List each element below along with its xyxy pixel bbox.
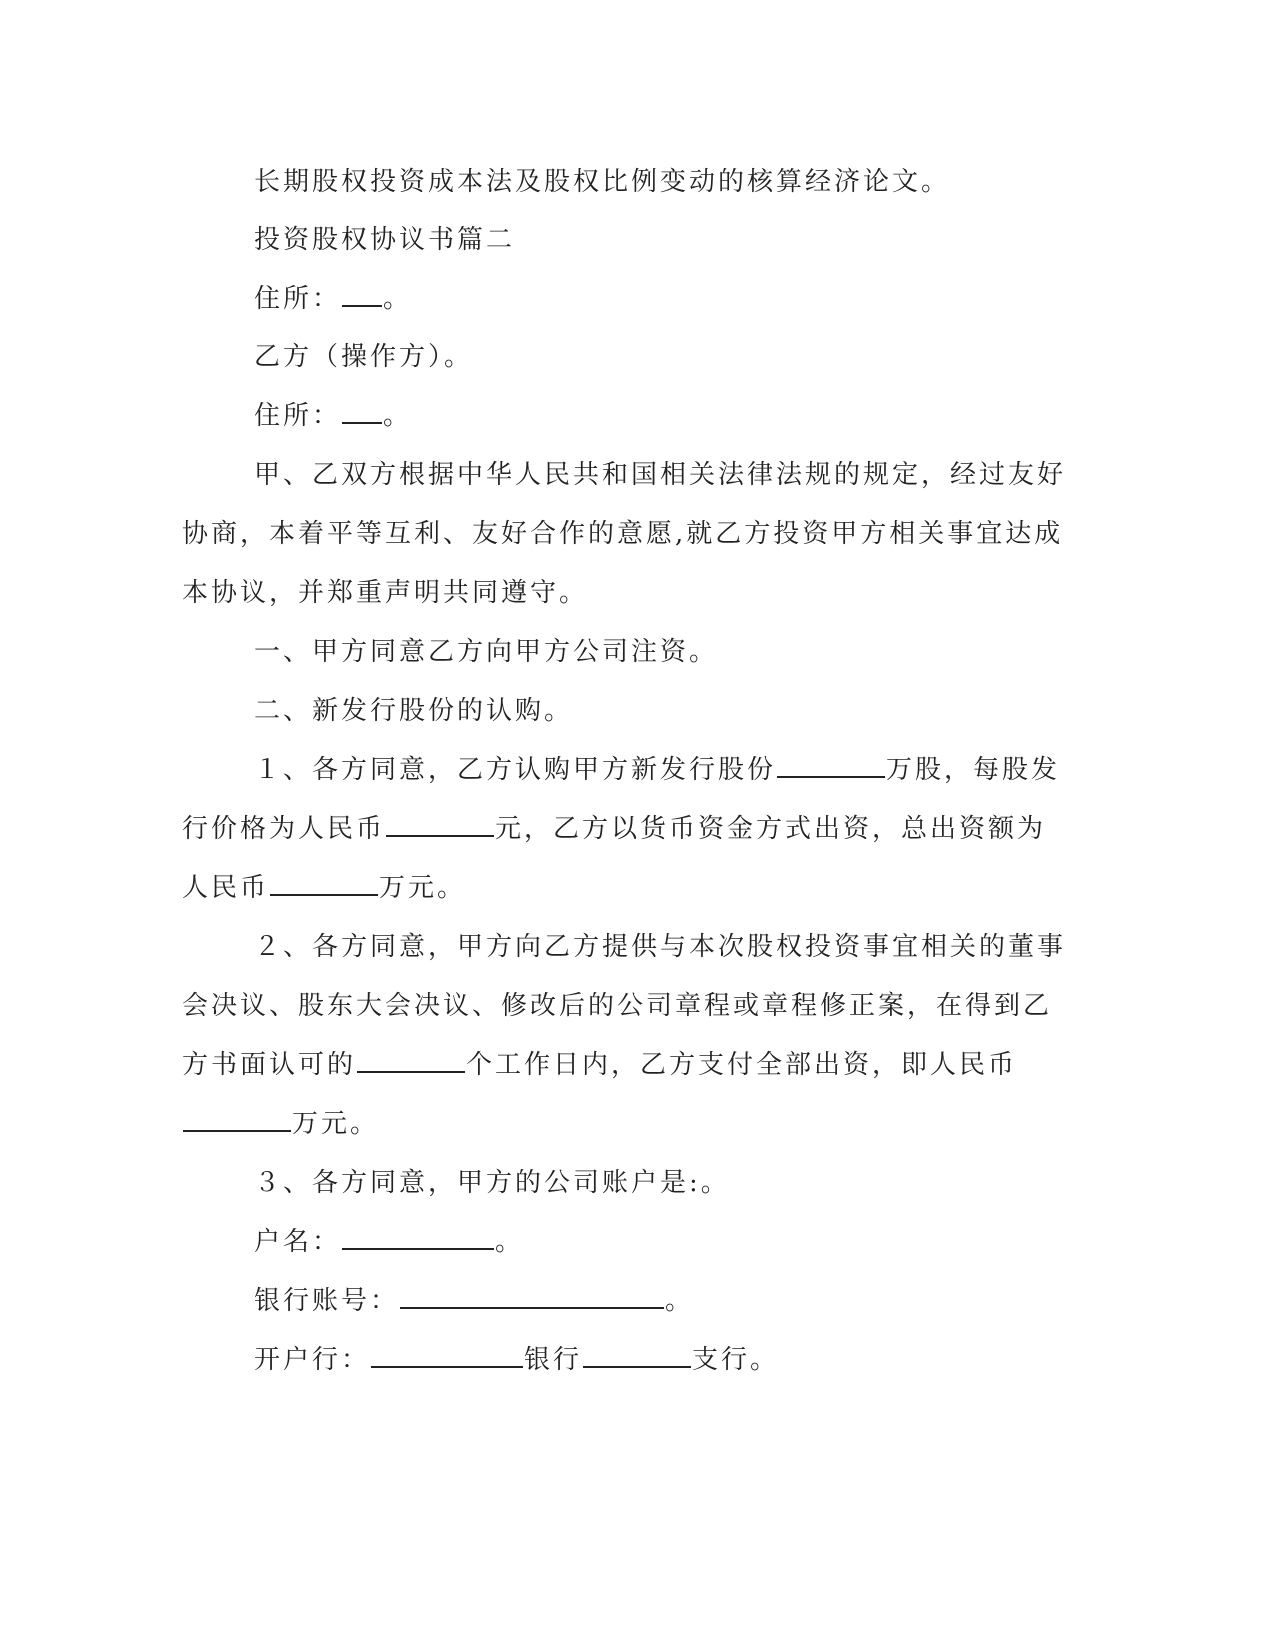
clause-line: [254, 636, 718, 668]
blank-underline: [183, 1108, 291, 1132]
text-span: 开户行：: [254, 1345, 371, 1375]
clause-line: [182, 1049, 1017, 1081]
blank-underline: [371, 1344, 523, 1368]
blank-underline: [400, 1285, 664, 1309]
text-span: ３、各方同意，甲方的公司账户是:。: [254, 1168, 730, 1198]
party-line: [254, 341, 473, 373]
text-span: 协商，本着平等互利、友好合作的意愿,就乙方投资甲方相关事宜达成: [182, 519, 1064, 549]
clause-line: [254, 754, 1060, 786]
text-span: 万元。: [379, 873, 467, 903]
text-span: 人民币: [182, 873, 270, 903]
clause-line: [254, 1167, 730, 1199]
text-span: １、各方同意，乙方认购甲方新发行股份: [254, 755, 777, 785]
clause-line: [254, 931, 1066, 963]
blank-underline: [342, 283, 382, 307]
paragraph-line: [254, 166, 950, 198]
text-span: 支行。: [692, 1345, 780, 1375]
text-span: 。: [495, 1227, 525, 1257]
address-line: [254, 283, 412, 315]
text-span: 。: [383, 401, 413, 431]
clause-line: [254, 695, 573, 727]
clause-line: [182, 990, 1052, 1022]
bank-branch-line: [254, 1344, 779, 1376]
text-span: 。: [665, 1286, 695, 1316]
blank-underline: [342, 400, 382, 424]
account-number-line: [254, 1285, 694, 1317]
text-span: 住所：: [254, 401, 342, 431]
text-span: 。: [383, 284, 413, 314]
text-span: 个工作日内，乙方支付全部出资，即人民币: [466, 1050, 1018, 1080]
text-span: 万股，每股发: [886, 755, 1061, 785]
text-span: 一、甲方同意乙方向甲方公司注资。: [254, 637, 719, 667]
text-span: 银行账号：: [254, 1286, 400, 1316]
text-span: ２、各方同意，甲方向乙方提供与本次股权投资事宜相关的董事: [254, 932, 1067, 962]
clause-line: [182, 1108, 379, 1140]
text-span: 长期股权投资成本法及股权比例变动的核算经济论文。: [254, 167, 951, 197]
text-span: 行价格为人民币: [182, 814, 386, 844]
paragraph-line: [182, 518, 1063, 550]
text-span: 户名：: [254, 1227, 342, 1257]
clause-line: [182, 872, 466, 904]
text-span: 乙方（操作方）。: [254, 342, 474, 372]
account-name-line: [254, 1226, 524, 1258]
clause-line: [182, 813, 1046, 845]
blank-underline: [583, 1344, 691, 1368]
paragraph-line: [254, 459, 1066, 491]
text-span: 住所：: [254, 284, 342, 314]
section-heading: [254, 224, 515, 256]
paragraph-line: [182, 577, 588, 609]
text-span: 甲、乙双方根据中华人民共和国相关法律法规的规定，经过友好: [254, 460, 1067, 490]
blank-underline: [357, 1049, 465, 1073]
text-span: 万元。: [292, 1109, 380, 1139]
blank-underline: [342, 1226, 494, 1250]
text-span: 银行: [524, 1345, 583, 1375]
text-span: 方书面认可的: [182, 1050, 357, 1080]
text-span: 二、新发行股份的认购。: [254, 696, 574, 726]
text-span: 投资股权协议书篇二: [254, 225, 516, 255]
text-span: 会决议、股东大会决议、修改后的公司章程或章程修正案，在得到乙: [182, 991, 1053, 1021]
text-span: 本协议，并郑重声明共同遵守。: [182, 578, 589, 608]
blank-underline: [777, 754, 885, 778]
blank-underline: [386, 813, 494, 837]
blank-underline: [270, 872, 378, 896]
text-span: 元，乙方以货币资金方式出资，总出资额为: [495, 814, 1047, 844]
address-line: [254, 400, 412, 432]
